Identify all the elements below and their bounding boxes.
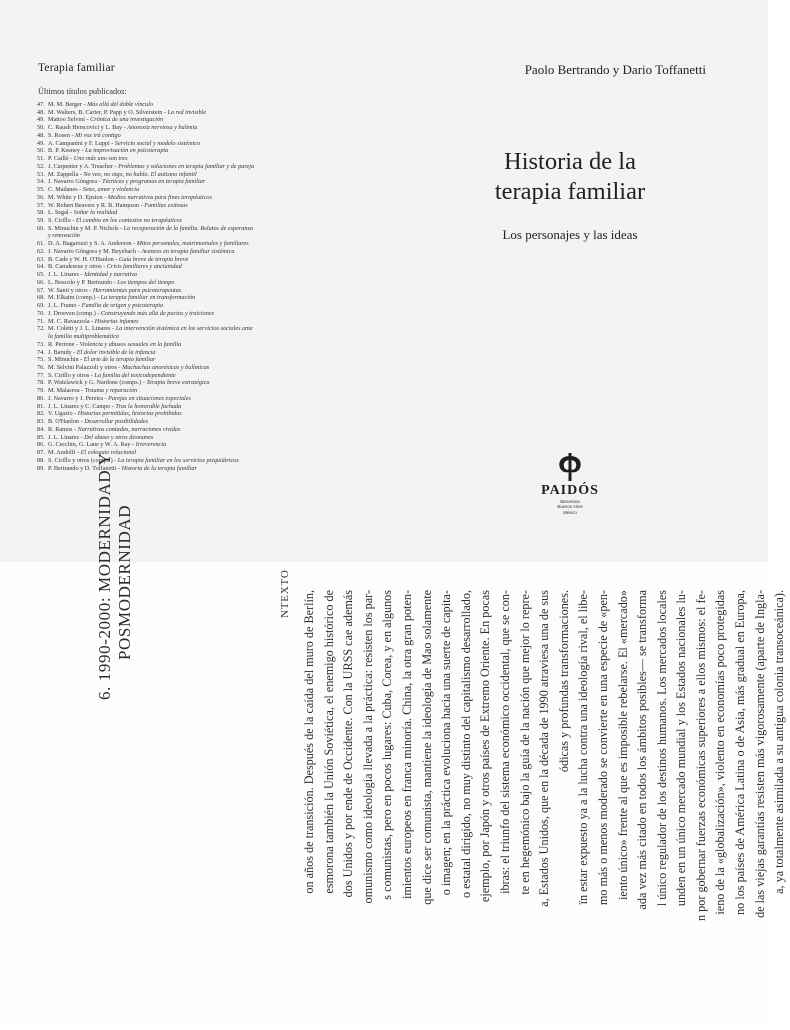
title-number: 65. xyxy=(37,271,45,279)
section-label-text: NTEXTO xyxy=(279,569,291,618)
title-number: 68. xyxy=(37,294,45,302)
title-number: 55. xyxy=(37,186,45,194)
title-author: C. Raush Herscovici y L. Bay - xyxy=(48,124,126,132)
published-title-item xyxy=(37,202,357,210)
title-number: 49. xyxy=(37,139,45,147)
body-text-line: iento único» frente al que es imposible rebelarse. El «mercado» xyxy=(615,590,630,900)
title-author: M. Coletti y J. L. Linares - xyxy=(48,325,115,333)
title-author: V. Ugazio - xyxy=(48,410,77,418)
published-title-item xyxy=(37,356,357,364)
published-title-item xyxy=(37,217,357,225)
title-author: L. Segal - xyxy=(48,209,73,217)
chapter-heading-line-2: POSMODERNIDAD xyxy=(115,504,134,660)
title-number: 49. xyxy=(37,116,45,124)
body-text-line: imientos europeos en franca minoría. China, la otra gran poten- xyxy=(399,590,414,899)
published-title-item xyxy=(37,325,357,333)
title-author: B. Cade y W. H. O'Hanlon - xyxy=(48,255,118,263)
published-title-item xyxy=(37,178,357,186)
published-title-item xyxy=(37,434,357,442)
body-text-line: dos Unidos y por ende de Occidente. Con la URSS cae además xyxy=(341,590,356,898)
published-title-item xyxy=(37,318,357,326)
title-work: Narrativas contadas, narraciones vividas xyxy=(77,425,181,433)
title-author: D. A. Bagarozzi y S. A. Anderson - xyxy=(48,240,136,248)
title-number: 50. xyxy=(37,147,45,155)
book-title xyxy=(470,147,670,207)
title-number: 86. xyxy=(37,441,45,449)
title-work: Historia de la terapia familiar xyxy=(121,464,197,472)
title-work: Guía breve de terapia breve xyxy=(118,255,189,263)
chapter-heading-line-1: 6. 1990-2000: MODERNIDAD Y xyxy=(95,452,114,700)
title-author: J. Droeven (comp.) - xyxy=(48,309,100,317)
body-text-line: a, Estados Unidos, que en la década de 1990 atraviesa una de sus xyxy=(537,590,552,907)
title-author: S. Cirillo - xyxy=(48,217,75,225)
title-author: W. Santi y otros - xyxy=(48,286,92,294)
body-text-line: mo más o menos moderado se convierte en una especie de «pen- xyxy=(595,590,610,906)
title-work: Uno más uno son tres xyxy=(73,155,128,163)
body-text-line: ada vez más citado en todos los ámbitos posibles— se transforma xyxy=(635,590,650,910)
title-author: J. L. Linares - xyxy=(48,433,83,441)
title-author: J. L. Linares - xyxy=(48,271,83,279)
published-title-item xyxy=(37,140,357,148)
published-title-item xyxy=(37,171,357,179)
published-title-item xyxy=(37,465,357,473)
title-number: 56. xyxy=(37,193,45,201)
title-number: 53. xyxy=(37,170,45,178)
title-work: Medios narrativos para fines terapéuticos xyxy=(107,193,212,201)
title-author: J. L. Framo - xyxy=(48,302,81,310)
title-number: 87. xyxy=(37,449,45,457)
title-number: 80. xyxy=(37,394,45,402)
published-title-item xyxy=(37,186,357,194)
book-subtitle: Los personajes y las ideas xyxy=(502,227,638,242)
title-number: 66. xyxy=(37,278,45,286)
published-title-item xyxy=(37,403,357,411)
title-number: 64. xyxy=(37,263,45,271)
published-title-item xyxy=(37,410,357,418)
published-title-item xyxy=(37,240,357,248)
body-text-line: unden en un único mercado mundial y los Estados nacionales lu- xyxy=(674,590,689,907)
title-work: Del abuso y otros desmanes xyxy=(84,433,154,441)
published-title-item xyxy=(37,372,357,380)
title-number: 48. xyxy=(37,108,45,116)
title-work: La red invisible xyxy=(167,108,207,116)
publisher-city: Barcelona xyxy=(560,499,580,504)
title-number: 67. xyxy=(37,286,45,294)
title-work: Problemas y soluciones en terapia familiar y de pareja xyxy=(118,162,255,170)
title-author: J. Navarro y J. Pereira - xyxy=(48,394,107,402)
title-author: M. Elkaïm (comp.) - xyxy=(48,294,100,302)
published-title-item xyxy=(37,248,357,256)
title-number: 74. xyxy=(37,348,45,356)
body-text-line: ejemplo, por Japón y otros países de Extremo Oriente. En pocas xyxy=(478,590,493,903)
title-work: Mi voz irá contigo xyxy=(75,131,121,139)
title-author: J. Carpenter y A. Treacher - xyxy=(48,162,117,170)
book-authors: Paolo Bertrando y Dario Toffanetti xyxy=(524,62,706,77)
title-number: 62. xyxy=(37,247,45,255)
title-number: 52. xyxy=(37,162,45,170)
title-number: 51. xyxy=(37,155,45,163)
title-work: Anorexia nerviosa y bulimia xyxy=(127,124,198,132)
published-title-item xyxy=(37,256,357,264)
title-author: B. O'Hanlon - xyxy=(48,418,83,426)
title-work: Violencia y abusos sexuales en la familia xyxy=(79,340,182,348)
title-number: 54. xyxy=(37,178,45,186)
title-work: Historias infames xyxy=(94,317,139,325)
published-title-item xyxy=(37,302,357,310)
title-work: Familias exitosas xyxy=(144,201,188,209)
body-text-line: ieno de la «globalización», violento en economías poco protegidas xyxy=(713,590,728,915)
body-text-line: ibras: el triunfo del sistema económico occidental, que se con- xyxy=(497,590,512,894)
published-title-item xyxy=(37,418,357,426)
title-number: 59. xyxy=(37,217,45,225)
title-work: Crisis familiares y ancianidad xyxy=(106,263,182,271)
title-author: S. Minuchin y M. P. Nichols - xyxy=(48,224,123,232)
published-title-item xyxy=(37,132,357,140)
title-number: 85. xyxy=(37,433,45,441)
title-number: 81. xyxy=(37,402,45,410)
list-header: Últimos títulos publicados: xyxy=(38,87,127,96)
title-author: J. Navarro Góngora - xyxy=(48,178,101,186)
published-title-item xyxy=(37,147,357,155)
body-text-line: a, ya totalmente asimilada a su antigua colonia transoceánica). xyxy=(772,590,787,894)
title-author: G. Cecchin, G. Lane y W. A. Ray - xyxy=(48,441,135,449)
published-title-item xyxy=(37,163,357,171)
title-work: Tras la honorable fachada xyxy=(115,402,182,410)
title-author: R. Perrone - xyxy=(48,340,79,348)
title-work: Crónica de una investigación xyxy=(90,116,164,124)
published-title-item xyxy=(37,271,357,279)
title-number: 58. xyxy=(37,209,45,217)
title-work: Técnicas y programas en terapia familiar xyxy=(102,178,206,186)
published-title-item xyxy=(37,349,357,357)
title-work: Mitos personales, matrimoniales y familiares xyxy=(136,240,249,248)
title-author: P. Caillé - xyxy=(48,155,73,163)
title-author: C. Madanes - xyxy=(48,186,82,194)
published-title-item xyxy=(37,263,357,271)
title-number: 72. xyxy=(37,325,45,333)
publisher-city: México xyxy=(563,509,577,515)
title-author: S. Cirillo y otros (comps.) - xyxy=(48,456,117,464)
title-author: M. Zappella - xyxy=(48,170,82,178)
published-title-item xyxy=(37,426,357,434)
published-title-item xyxy=(37,449,357,457)
title-work: La familia del toxicodependiente xyxy=(94,371,176,379)
title-number: 70. xyxy=(37,309,45,317)
title-number: 76. xyxy=(37,363,45,371)
title-work: Más allá del doble vínculo xyxy=(87,101,154,108)
title-work: El cambio en los contextos no terapéuticos xyxy=(75,217,183,225)
title-author: M. Andolfi - xyxy=(48,449,80,457)
body-text-line: o estatal dirigido, no muy distinto del capitalismo desarrollado, xyxy=(458,590,473,899)
title-author: M. C. Ravazzola - xyxy=(48,317,94,325)
title-work: Irreverencia xyxy=(135,441,167,449)
title-author: S. Minuchin - xyxy=(48,356,83,364)
published-title-item xyxy=(37,457,357,465)
title-work: El dolor invisible de la infancia xyxy=(76,348,156,356)
title-work: El arte de la terapia familiar xyxy=(83,356,156,364)
published-title-item xyxy=(37,364,357,372)
published-title-item xyxy=(37,225,357,233)
publisher-block xyxy=(505,452,635,515)
book-title-line-2: terapia familiar xyxy=(494,178,646,205)
title-work: Desarrollar posibilidades xyxy=(84,418,149,426)
title-work: Familia de origen y psicoterapia xyxy=(81,302,164,310)
published-title-item xyxy=(37,287,357,295)
title-work: Avances en terapia familiar sistémica xyxy=(141,247,235,255)
title-work: No veo, no oigo, no hablo. El autismo infantil xyxy=(83,170,197,178)
title-work: Parejas en situaciones especiales xyxy=(108,394,191,402)
title-author: W. Robert Beavers y R. B. Hampson - xyxy=(48,201,143,209)
publisher-city: Buenos Aires xyxy=(557,504,583,510)
title-number: 57. xyxy=(37,201,45,209)
title-number: 79. xyxy=(37,387,45,395)
title-number: 61. xyxy=(37,240,45,248)
title-work: Terapia breve estratégica xyxy=(146,379,210,387)
title-work: Muchachas anoréxicas y bulímicas xyxy=(122,363,210,371)
body-text-line: n por gobernar fuerzas económicas superiores a ellos mismos: el fe- xyxy=(693,590,708,921)
title-author: S. Rosen - xyxy=(48,131,74,139)
title-work: Soñar la realidad xyxy=(73,209,118,217)
title-number: 84. xyxy=(37,425,45,433)
body-text-line: omunismo como ideología llevada a la práctica: resisten los par- xyxy=(360,590,375,904)
published-title-item xyxy=(37,441,357,449)
title-number: 77. xyxy=(37,371,45,379)
title-number: 73. xyxy=(37,340,45,348)
title-author: S. Cirillo y otros - xyxy=(48,371,93,379)
published-title-item xyxy=(37,341,357,349)
body-text-line: on años de transición. Después de la caída del muro de Berlín, xyxy=(302,590,316,894)
title-work: Trauma y reparación xyxy=(84,387,138,395)
chapter-body-lines xyxy=(300,590,790,1030)
title-work: Sexo, amor y violencia xyxy=(82,186,140,194)
title-number: 50. xyxy=(37,124,45,132)
published-title-item xyxy=(37,379,357,387)
title-number: 71. xyxy=(37,317,45,325)
title-author: P. Bertrando y D. Toffanetti - xyxy=(48,464,121,472)
title-author: M. White y D. Epston - xyxy=(48,193,107,201)
book-title-line-1: Historia de la xyxy=(504,148,636,175)
title-author: P. Watzlawick y G. Nardone (comps.) - xyxy=(48,379,145,387)
title-work: Servicio social y modelo sistémico xyxy=(114,139,201,147)
title-work: La intervención sistémica en los servicios sociales ante xyxy=(115,325,253,333)
published-title-item xyxy=(37,101,357,109)
title-author: J. Navarro Góngora y M. Beyebach - xyxy=(48,247,140,255)
body-text-line: que dice ser comunista, mantiene la ideología de Mao solamente xyxy=(419,590,434,905)
body-text-line: de las viejas garantías resisten más vigorosamente (aparte de Ingla- xyxy=(752,590,767,918)
body-text-line: no los países de América Latina o de Asia, más gradual en Europa, xyxy=(733,590,748,915)
published-title-item xyxy=(37,155,357,163)
title-author: M. Walters, B. Carter, P. Papp y O. Silverstein - xyxy=(48,108,166,116)
published-titles-list xyxy=(37,101,357,472)
body-text-line: ïn estar expuesto ya a la lucha contra una ideología rival, el libe- xyxy=(576,590,591,905)
published-title-continuation: y renovación xyxy=(48,232,80,240)
body-text-line: s comunistas, pero en pocos lugares: Cuba, Corea, y en algunos xyxy=(380,590,395,900)
title-work: Identidad y narrativa xyxy=(84,271,138,279)
title-author: J. L. Linares y C. Campo - xyxy=(48,402,114,410)
title-work: Herramientas para psicoterapeutas xyxy=(92,286,182,294)
title-author: M. Selvini Palazzoli y otros - xyxy=(48,363,121,371)
title-work: La improvisación en psicoterapia xyxy=(85,147,169,155)
title-number: 82. xyxy=(37,410,45,418)
published-title-item xyxy=(37,310,357,318)
published-title-item xyxy=(37,387,357,395)
title-number: 78. xyxy=(37,379,45,387)
body-text-line: ódicas y profundas transformaciones. xyxy=(556,590,571,773)
title-number: 88. xyxy=(37,456,45,464)
title-number: 89. xyxy=(37,464,45,472)
published-title-item xyxy=(37,194,357,202)
title-number: 47. xyxy=(37,101,45,108)
published-title-item xyxy=(37,294,357,302)
title-author: J. Barudy - xyxy=(48,348,76,356)
title-work: Construyendo más allá de pactos y traiciones xyxy=(100,309,215,317)
title-number: 63. xyxy=(37,255,45,263)
published-title-item xyxy=(37,116,357,124)
title-author: Mattoo Selvini - xyxy=(48,116,89,124)
title-work: El coloquio relacional xyxy=(80,449,137,457)
title-work: Historias permitidas, historias prohibidas xyxy=(77,410,182,418)
title-author: R. Ramos - xyxy=(48,425,77,433)
published-title-item xyxy=(37,124,357,132)
published-title-item xyxy=(37,109,357,117)
title-number: 83. xyxy=(37,418,45,426)
published-title-item xyxy=(37,279,357,287)
title-number: 48. xyxy=(37,131,45,139)
title-number: 75. xyxy=(37,356,45,364)
title-author: L. Boscolo y P. Bertrando - xyxy=(48,278,116,286)
publisher-cities xyxy=(505,499,635,515)
publisher-name: PAIDÓS xyxy=(541,483,599,498)
paidos-logo-icon xyxy=(557,452,583,482)
title-number: 60. xyxy=(37,224,45,232)
title-author: A. Campanini y F. Luppi - xyxy=(48,139,114,147)
title-work: La recuperación de la familia. Relatos de esperanza xyxy=(123,224,253,232)
title-work: La terapia familiar en los servicios psiquiátricos xyxy=(117,456,239,464)
title-author: M. Malacrea - xyxy=(48,387,84,395)
title-number: 69. xyxy=(37,302,45,310)
published-title-item xyxy=(37,395,357,403)
body-text-line: l único regulador de los destinos humanos. Los mercados locales xyxy=(654,590,669,907)
body-text-line: te en hegemónico bajo la guía de la nación que mejor lo repre- xyxy=(517,590,532,895)
title-author: B. P. Keeney - xyxy=(48,147,84,155)
title-work: La terapia familiar en transformación xyxy=(100,294,196,302)
body-text-line: o imagen; en la práctica evoluciona hacia una suerte de capita- xyxy=(439,590,454,896)
title-work: Los tiempos del tiempo xyxy=(117,278,175,286)
body-text-line: esmorona también la Unión Soviética, el enemigo histórico de xyxy=(321,590,336,894)
published-title-item xyxy=(37,209,357,217)
title-author: B. Camdessus y otros - xyxy=(48,263,106,271)
series-title: Terapia familiar xyxy=(38,62,115,74)
published-title-continuation: la familia multiproblemática xyxy=(48,333,119,341)
title-author: M. M. Berger - xyxy=(48,101,86,108)
